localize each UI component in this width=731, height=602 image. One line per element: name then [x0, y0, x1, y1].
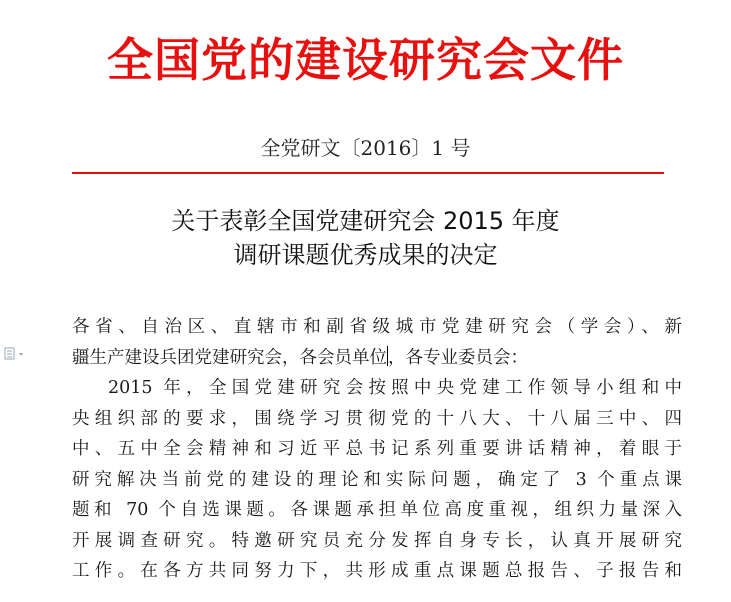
addressee-line-2-part-1: 疆生产建设兵团党建研究会，各会员单位: [72, 347, 387, 368]
paragraph-1-line-4: 研究解决当前党的建设的理论和实际问题，确定了 3 个重点课: [72, 469, 682, 490]
document-title-line-1: 关于表彰全国党建研究会 2015 年度: [171, 207, 560, 235]
paragraph-1-line-1: 2015 年，全国党建研究会按照中央党建工作领导小组和中: [108, 378, 682, 398]
header-divider: [72, 172, 664, 174]
paragraph-1-line-6: 开展调查研究。特邀研究员充分发挥自身专长，认真开展研究: [72, 530, 682, 551]
document-body[interactable]: [72, 312, 682, 587]
addressee-line-2: [72, 343, 682, 374]
addressee-line-1: 各省、自治区、直辖市和副省级城市党建研究会（学会）、新: [72, 317, 682, 337]
document-header-title: 全国党的建设研究会文件: [107, 33, 624, 87]
document-title: [0, 204, 731, 272]
paragraph-1-line-7: 工作。在各方共同努力下，共形成重点课题总报告、子报告和: [72, 561, 682, 581]
addressee-line-2-part-2: ，各专业委员会：: [388, 347, 528, 368]
paragraph-1-line-2: 央组织部的要求，围绕学习贯彻党的十八大、十八届三中、四: [72, 408, 682, 429]
paragraph-1-line-5: 题和 70 个自选课题。各课题承担单位高度重视，组织力量深入: [72, 500, 682, 520]
paragraph-1-line-3: 中、五中全会精神和习近平总书记系列重要讲话精神，着眼于: [72, 439, 682, 459]
paste-options-icon[interactable]: [2, 346, 28, 362]
document-title-line-2: 调研课题优秀成果的决定: [233, 241, 498, 269]
document-number: 全党研文〔2016〕1 号: [260, 136, 471, 160]
